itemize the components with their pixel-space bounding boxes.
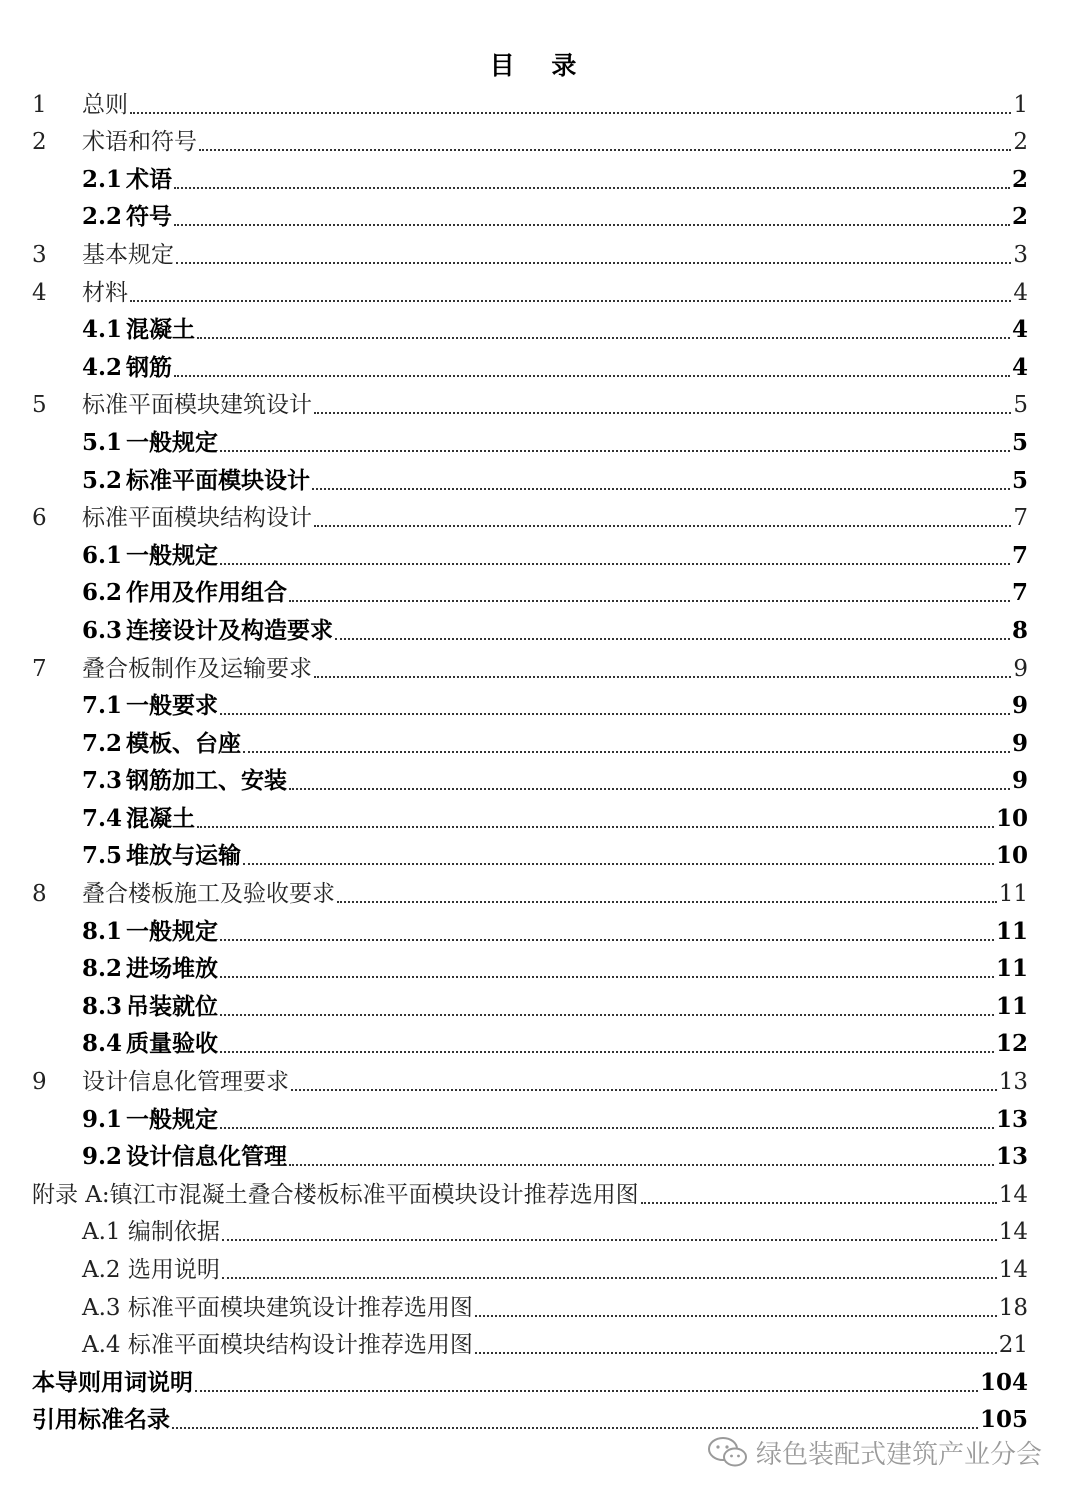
toc-entry-label: 叠合楼板施工及验收要求 [82,881,335,908]
dot-leader [174,224,1010,226]
toc-entry-number: 6.2 [82,579,123,607]
watermark [706,1432,1066,1472]
toc-entry[interactable] [0,947,1080,985]
toc-entry[interactable] [0,1323,1080,1361]
toc-entry-page: 5 [1011,466,1028,494]
toc-entry-page: 4 [1011,353,1028,381]
toc-entry-page: 2 [1011,165,1028,193]
dot-leader [243,863,994,865]
toc-entry-label: 引用标准名录 [32,1406,170,1434]
toc-entry[interactable] [0,1285,1080,1323]
dot-leader [335,638,1010,640]
toc-entry-label: 钢筋 [126,353,172,381]
toc-entry-number: 2.1 [82,165,123,193]
dot-leader [641,1202,997,1204]
toc-entry[interactable] [0,1360,1080,1398]
dot-leader [222,1277,997,1279]
dot-leader [172,1427,978,1429]
toc-entry[interactable] [0,1398,1080,1436]
dot-leader [174,187,1010,189]
toc-entry-page: 4 [1013,279,1028,306]
toc-entry[interactable] [0,458,1080,496]
toc-entry-label: 总则 [82,91,128,118]
dot-leader [197,337,1010,339]
dot-leader [176,262,1011,264]
toc-entry[interactable] [0,270,1080,308]
toc-entry-number: 1 [32,91,47,118]
toc-entry-label: 进场堆放 [126,955,218,983]
toc-entry[interactable] [0,420,1080,458]
toc-entry[interactable] [0,871,1080,909]
toc-entry-page: 10 [995,804,1028,832]
toc-entry-page: 13 [995,1105,1028,1133]
toc-entry[interactable] [0,345,1080,383]
toc-entry-label: 材料 [82,279,128,306]
toc-entry-page: 11 [995,917,1028,945]
toc-entry-number: 4.1 [82,316,123,344]
toc-entry-page: 9 [1011,729,1028,757]
toc-entry-label: 术语和符号 [82,129,197,156]
toc-entry-page: 7 [1013,505,1028,532]
toc-entry-page: 13 [995,1143,1028,1171]
toc-title: 目 录 [489,51,591,80]
toc-entry-number: 2.2 [82,203,123,231]
toc-entry-page: 9 [1011,767,1028,795]
toc-entry-page: 14 [998,1181,1028,1208]
dot-leader [475,1315,997,1317]
toc-entry-label: 标准平面模块建筑设计 [82,392,312,419]
toc-entry-number: 6.1 [82,541,123,569]
toc-entry-label: 设计信息化管理要求 [82,1069,289,1096]
toc-entry[interactable] [0,721,1080,759]
toc-entry-number: 3 [32,241,47,268]
toc-entry-page: 3 [1013,241,1028,268]
toc-entry-number: 8.4 [82,1030,123,1058]
toc-entry[interactable] [0,984,1080,1022]
toc-entry-number: 7 [32,655,47,682]
dot-leader [130,112,1011,114]
toc-entry-page: 1 [1013,91,1028,118]
toc-entry-number: 5.2 [82,466,123,494]
toc-entry-page: 11 [995,992,1028,1020]
toc-entry-page: 12 [995,1030,1028,1058]
toc-entry-page: 2 [1013,129,1028,156]
toc-entry-label: 标准平面模块设计 [126,466,310,494]
toc-entry-label: 质量验收 [126,1030,218,1058]
toc-entry[interactable] [0,1059,1080,1097]
toc-entry[interactable] [0,646,1080,684]
dot-leader [289,1164,994,1166]
toc-entry[interactable] [0,308,1080,346]
toc-entry-label: 叠合板制作及运输要求 [82,655,312,682]
toc-entry-label: A.1 编制依据 [82,1219,220,1246]
dot-leader [220,976,994,978]
dot-leader [220,450,1010,452]
toc-entry[interactable] [0,232,1080,270]
toc-entry-label: A.2 选用说明 [82,1257,220,1283]
toc-entry-number: 8 [32,881,47,908]
dot-leader [312,488,1010,490]
dot-leader [222,1239,997,1241]
dot-leader [195,1390,978,1392]
toc-entry[interactable] [0,796,1080,834]
toc-entry[interactable] [0,496,1080,534]
toc-entry-number: 4 [32,279,47,306]
toc-entry-number: 6.3 [82,616,123,644]
toc-entry-page: 5 [1013,392,1028,419]
toc-entry[interactable] [0,684,1080,722]
toc-entry-page: 13 [998,1069,1028,1096]
toc-entry-page: 18 [998,1294,1028,1321]
toc-entry-label: 堆放与运输 [126,842,241,870]
toc-entry-number: 7.5 [82,842,123,870]
toc-entry-page: 2 [1011,203,1028,231]
toc-entry-label: 一般规定 [126,1105,218,1133]
wechat-icon [706,1435,750,1469]
toc-entry[interactable] [0,1135,1080,1173]
dot-leader [130,300,1011,302]
dot-leader [314,412,1011,414]
dot-leader [314,525,1011,527]
watermark-text: 绿色装配式建筑产业分会 [756,1439,1043,1470]
toc-entry-label: 模板、台座 [126,729,241,757]
toc-entry-number: 5 [32,392,47,419]
dot-leader [174,375,1010,377]
dot-leader [220,713,1010,715]
toc-entry[interactable] [0,1172,1080,1210]
toc-entry[interactable] [0,834,1080,872]
toc-entry-number: 6 [32,505,47,532]
toc-entry-number: 4.2 [82,353,123,381]
toc-entry-number: 9 [32,1069,47,1096]
toc-entry-label: 一般规定 [126,428,218,456]
toc-entry-label: 本导则用词说明 [32,1368,193,1396]
toc-entry-page: 8 [1011,616,1028,644]
toc-entry-number: 2 [32,129,47,156]
dot-leader [291,1089,997,1091]
toc-entry-label: 设计信息化管理 [126,1143,287,1171]
toc-entry-number: 7.1 [82,692,123,720]
toc-entry-page: 7 [1011,541,1028,569]
dot-leader [220,1014,994,1016]
toc-entry-page: 105 [979,1406,1028,1434]
toc-entry-label: 术语 [126,165,172,193]
toc-entry-label: 混凝土 [126,804,195,832]
toc-entry[interactable] [0,120,1080,158]
dot-leader [243,751,1010,753]
toc-entry[interactable] [0,195,1080,233]
toc-entry-number: 8.1 [82,917,123,945]
toc-entry-page: 11 [998,881,1028,908]
toc-entry-label: 附录 A:镇江市混凝土叠合楼板标准平面模块设计推荐选用图 [32,1181,639,1208]
toc-entry-number: 5.1 [82,428,123,456]
dot-leader [475,1352,997,1354]
toc-entry-label: 一般规定 [126,917,218,945]
dot-leader [220,563,1010,565]
toc-entry-label: 钢筋加工、安装 [126,767,287,795]
dot-leader [220,939,994,941]
toc-entry-number: 9.1 [82,1105,123,1133]
toc-entry[interactable] [0,759,1080,797]
toc-entry-number: 7.4 [82,804,123,832]
dot-leader [199,149,1011,151]
toc-entry[interactable] [0,383,1080,421]
toc-entry-number: 8.3 [82,992,123,1020]
dot-leader [314,676,1011,678]
dot-leader [289,788,1010,790]
toc-entry[interactable] [0,533,1080,571]
toc-entry-number: 9.2 [82,1143,123,1171]
toc-entry[interactable] [0,608,1080,646]
toc-entry[interactable] [0,1247,1080,1285]
toc-entry-page: 9 [1011,692,1028,720]
toc-entry-label: 一般规定 [126,541,218,569]
toc-entry-label: A.3 标准平面模块建筑设计推荐选用图 [82,1294,473,1321]
toc-entry-label: 连接设计及构造要求 [126,616,333,644]
dot-leader [337,901,997,903]
toc-entry-label: 基本规定 [82,241,174,268]
toc-entry-label: 一般要求 [126,692,218,720]
toc-entry-label: A.4 标准平面模块结构设计推荐选用图 [82,1332,473,1359]
toc-entry-page: 11 [995,955,1028,983]
toc-entry-page: 14 [998,1219,1028,1246]
toc-entry[interactable] [0,1210,1080,1248]
toc-entry-label: 吊装就位 [126,992,218,1020]
dot-leader [220,1051,994,1053]
toc-entry-label: 作用及作用组合 [126,579,287,607]
dot-leader [220,1127,994,1129]
dot-leader [289,600,1010,602]
toc-entry-label: 混凝土 [126,316,195,344]
toc-entry-page: 104 [979,1368,1028,1396]
toc-entry[interactable] [0,157,1080,195]
toc-entry-page: 21 [998,1332,1028,1359]
toc-entry-page: 4 [1011,316,1028,344]
toc-entry[interactable] [0,1097,1080,1135]
toc-entry-label: 标准平面模块结构设计 [82,505,312,532]
table-of-contents [0,82,1080,1435]
toc-entry-label: 符号 [126,203,172,231]
toc-entry-number: 7.3 [82,767,123,795]
toc-entry-page: 14 [998,1257,1028,1283]
toc-entry[interactable] [0,571,1080,609]
toc-entry-number: 8.2 [82,955,123,983]
toc-entry-page: 10 [995,842,1028,870]
toc-entry-page: 7 [1011,579,1028,607]
toc-entry[interactable] [0,909,1080,947]
toc-entry-number: 7.2 [82,729,123,757]
toc-entry-page: 9 [1013,655,1028,682]
dot-leader [197,826,994,828]
toc-entry[interactable] [0,1022,1080,1060]
toc-entry-page: 5 [1011,428,1028,456]
toc-entry[interactable] [0,82,1080,120]
